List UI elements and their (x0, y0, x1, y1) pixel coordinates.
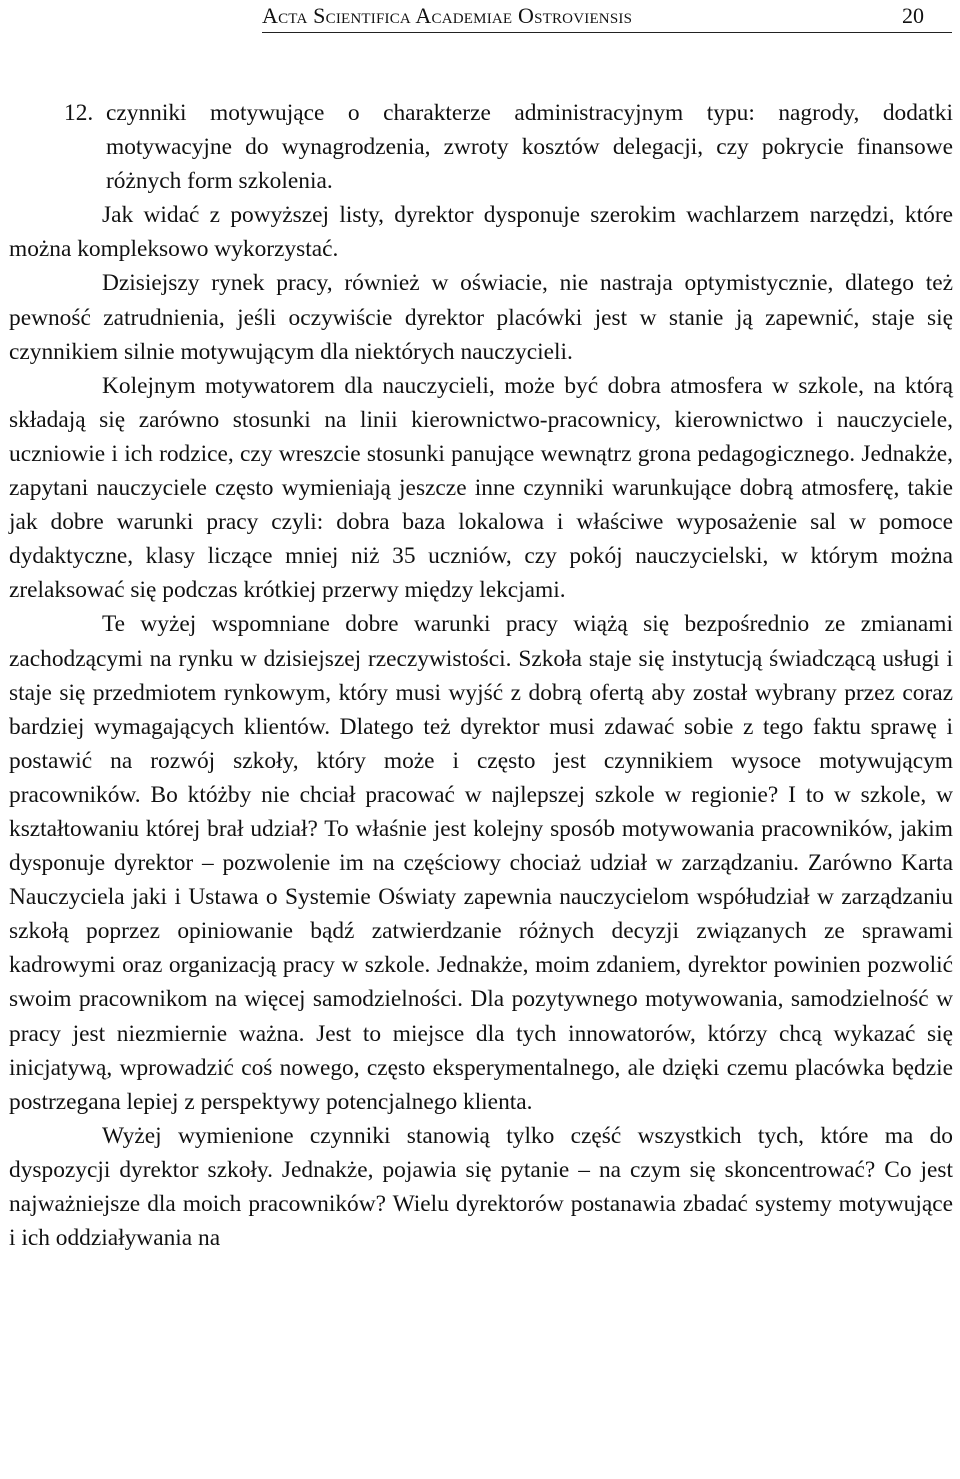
journal-title: Acta Scientifica Academiae Ostroviensis (262, 3, 633, 28)
page-number: 20 (902, 3, 924, 28)
paragraph: Dzisiejszy rynek pracy, również w oświacie, nie nastraja optymistycznie, dlatego też pewność zatrudnienia, jeśli oczywiście dyrektor placówki jest w stanie ją zapewnić, staje się czynnikiem silnie motywującym dla niektórych nauczycieli. (9, 270, 953, 365)
list-item-number: 12. (64, 100, 94, 126)
list-item-text: czynniki motywujące o charakterze administracyjnym typu: nagrody, dodatki motywacyjne do wynagrodzenia, zwroty kosztów delegacji, czy pokrycie finansowe różnych form szkolenia. (106, 100, 953, 195)
paragraph: Te wyżej wspomniane dobre warunki pracy wiążą się bezpośrednio ze zmianami zachodzącymi na rynku w dzisiejszej rzeczywistości. Szkoła staje się instytucją świadczącą usługi i staje się przedmiotem rynkowym, który musi wyjść z dobrą ofertą aby został wybrany przez coraz bardziej wymagających klientów. Dlatego też dyrektor musi zdawać sobie z tego faktu sprawę i postawić na rozwój szkoły, który może i często jest czynnikiem wysoce motywującym pracowników. Bo któżby nie chciał pracować w najlepszej szkole w regionie? I to w szkole, w kształtowaniu której brał udział? To właśnie jest kolejny sposób motywowania pracowników, jakim dysponuje dyrektor – pozwolenie im na częściowy chociaż udział w zarządzaniu. Zarówno Karta Nauczyciela jaki i Ustawa o Systemie Oświaty zapewnia nauczycielom współudział w zarządzaniu szkołą poprzez opiniowanie bądź zatwierdzanie różnych decyzji związanych ze sprawami kadrowymi oraz organizacją pracy w szkole. Jednakże, moim zdaniem, dyrektor powinien pozwolić swoim pracownikom na więcej samodzielności. Dla pozytywnego motywowania, samodzielność w pracy jest niezmiernie ważna. Jest to miejsce dla tych innowatorów, którzy chcą wykazać się inicjatywą, wprowadzić coś nowego, często eksperymentalnego, ale dzięki czemu placówka będzie postrzegana lepiej z perspektywy potencjalnego klienta. (9, 611, 953, 1115)
paragraph: Jak widać z powyższej listy, dyrektor dysponuje szerokim wachlarzem narzędzi, które można kompleksowo wykorzystać. (9, 202, 953, 263)
paragraph: Kolejnym motywatorem dla nauczycieli, może być dobra atmosfera w szkole, na którą składają się zarówno stosunki na linii kierownictwo-pracownicy, kierownictwo i nauczyciele, uczniowie i ich rodzice, czy wreszcie stosunki panujące wewnątrz grona pedagogicznego. Jednakże, zapytani nauczyciele często wymieniają jeszcze inne czynniki warunkujące dobrą atmosferę, takie jak dobre warunki pracy czyli: dobra baza lokalowa i właściwe wyposażenie sal w pomoce dydaktyczne, klasy liczące mniej niż 35 uczniów, czy pokój nauczycielski, w którym można zrelaksować się podczas krótkiej przerwy między lekcjami. (9, 372, 953, 604)
paragraph: Wyżej wymienione czynniki stanowią tylko część wszystkich tych, które ma do dyspozycji dyrektor szkoły. Jednakże, pojawia się pytanie – na czym się skoncentrować? Co jest najważniejsze dla moich pracowników? Wielu dyrektorów postanawia zbadać systemy motywujące i ich oddziaływania na (9, 1122, 953, 1252)
list-item (51, 96, 953, 198)
article-body (9, 96, 953, 1255)
running-header (262, 2, 952, 33)
